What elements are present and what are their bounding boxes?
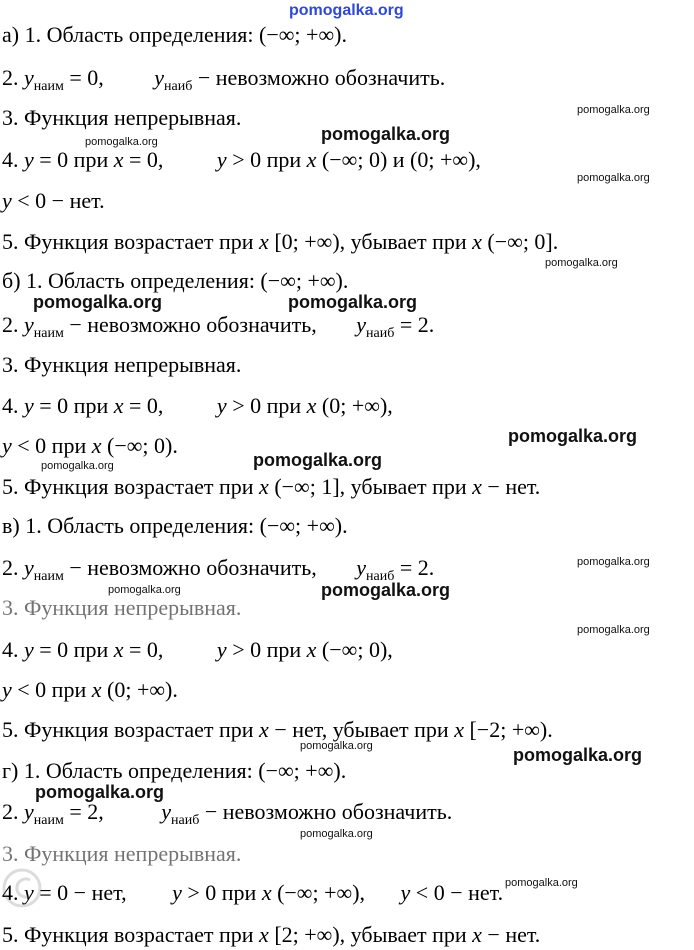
watermark-big-2: pomogalka.org [33, 292, 163, 312]
watermark-small-10: pomogalka.org [300, 828, 373, 840]
watermark-big-8: pomogalka.org [35, 782, 165, 802]
a-line-2: 2. $y_{наим} = 0$, $y_{наиб}$ − невозможно обозначить. [2, 65, 446, 94]
copyright-watermark-icon [0, 830, 60, 940]
watermark-big-5: pomogalka.org [253, 450, 383, 470]
b-line-5: y < 0 при x (−∞; 0). [2, 433, 178, 458]
watermark-small-8: pomogalka.org [577, 624, 650, 636]
watermark-small-7: pomogalka.org [108, 584, 181, 596]
watermark-big-6: pomogalka.org [321, 580, 451, 600]
b-line-3: 3. Функция непрерывная. [2, 352, 242, 377]
watermark-small-11: pomogalka.org [505, 877, 578, 889]
watermark-small-2: pomogalka.org [85, 136, 158, 148]
v-line-6: 5. Функция возрастает при x − нет, убывает при x [−2; +∞). [2, 717, 553, 742]
v-line-1: в) 1. Область определения: (−∞; +∞). [2, 513, 348, 538]
a-line-5: y < 0 − нет. [2, 188, 105, 213]
watermark-big-7: pomogalka.org [513, 745, 643, 765]
watermark-small-3: pomogalka.org [577, 172, 650, 184]
watermark-small-4: pomogalka.org [545, 257, 618, 269]
b-line-4: 4. y = 0 при x = 0, y > 0 при x (0; +∞), [2, 393, 393, 418]
watermark-big-1: pomogalka.org [321, 124, 451, 144]
watermark-big-3: pomogalka.org [288, 292, 418, 312]
b-line-1: б) 1. Область определения: (−∞; +∞). [2, 268, 349, 293]
watermark-small-6: pomogalka.org [577, 556, 650, 568]
g-line-1: г) 1. Область определения: (−∞; +∞). [2, 758, 347, 783]
a-line-1: а) 1. Область определения: (−∞; +∞). [2, 22, 347, 47]
v-line-5: y < 0 при x (0; +∞). [2, 677, 178, 702]
b-line-6: 5. Функция возрастает при x (−∞; 1], убывает при x − нет. [2, 474, 541, 499]
g-line-6: 5. Функция возрастает при x [2; +∞), убывает при x − нет. [2, 922, 541, 947]
watermark-small-1: pomogalka.org [577, 104, 650, 116]
watermark-big-4: pomogalka.org [508, 426, 638, 446]
watermark-top: pomogalka.org [289, 2, 404, 19]
g-line-3: 3. Функция непрерывная. [2, 841, 242, 866]
a-line-4: 4. y = 0 при x = 0, y > 0 при x (−∞; 0) и (0; +∞), [2, 147, 481, 172]
a-line-3: 3. Функция непрерывная. [2, 105, 242, 130]
v-line-3: 3. Функция непрерывная. [2, 595, 242, 620]
g-line-2: 2. $y_{наим} = 2$, $y_{наиб}$ − невозможно обозначить. [2, 799, 453, 828]
v-line-2: 2. $y_{наим}$ − невозможно обозначить, $y_{наиб} = 2$. [2, 555, 435, 584]
watermark-small-5: pomogalka.org [41, 460, 114, 472]
a-line-6: 5. Функция возрастает при x [0; +∞), убывает при x (−∞; 0]. [2, 229, 559, 254]
watermark-small-9: pomogalka.org [300, 740, 373, 752]
g-line-4: 4. y = 0 − нет, y > 0 при x (−∞; +∞), y < 0 − нет. [2, 880, 504, 905]
b-line-2: 2. $y_{наим}$ − невозможно обозначить, $y_{наиб} = 2$. [2, 312, 435, 341]
v-line-4: 4. y = 0 при x = 0, y > 0 при x (−∞; 0), [2, 637, 393, 662]
